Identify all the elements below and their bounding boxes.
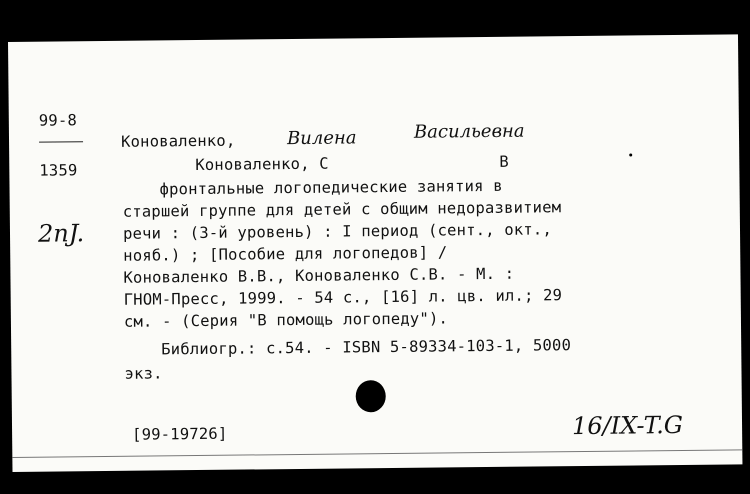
bibliography-line: Библиогр.: с.54. - ISBN 5-89334-103-1, 5000 xyxy=(161,336,572,359)
body-line-7: см. - (Серия "В помощь логопеду"). xyxy=(123,309,449,331)
copies-line: экз. xyxy=(124,364,163,383)
body-line-5: Коноваленко В.В., Коноваленко С.В. - М. : xyxy=(123,264,515,287)
handwritten-date: 16/IX-T.G xyxy=(571,410,684,441)
body-line-1: фронтальные логопедические занятия в xyxy=(159,176,503,199)
author-handwritten-first: Вилена xyxy=(286,127,357,150)
accession-number: [99-19726] xyxy=(132,424,228,444)
catalog-card xyxy=(8,34,742,472)
body-line-4: нояб.) ; [Пособие для логопедов] / xyxy=(123,243,448,265)
call-number-divider xyxy=(39,141,83,142)
punch-hole xyxy=(356,380,386,412)
author-line-2: Коноваленко, С xyxy=(195,154,329,175)
speck-mark xyxy=(629,153,632,156)
author-handwritten-second: Васильевна xyxy=(413,120,525,143)
author-heading: Коноваленко, xyxy=(120,131,236,151)
call-number-bottom: 1359 xyxy=(39,161,78,180)
body-line-2: старшей группе для детей с общим недоразвитием xyxy=(122,198,562,221)
author-line-2-initial: В xyxy=(499,152,509,171)
margin-note: 2nJ. xyxy=(37,219,85,248)
body-line-3: речи : (3-й уровень) : I период (сент., окт., xyxy=(122,220,553,243)
call-number-top: 99-8 xyxy=(38,111,78,130)
body-line-6: ГНОМ-Пресс, 1999. - 54 с., [16] л. цв. ил.; 29 xyxy=(123,286,563,309)
